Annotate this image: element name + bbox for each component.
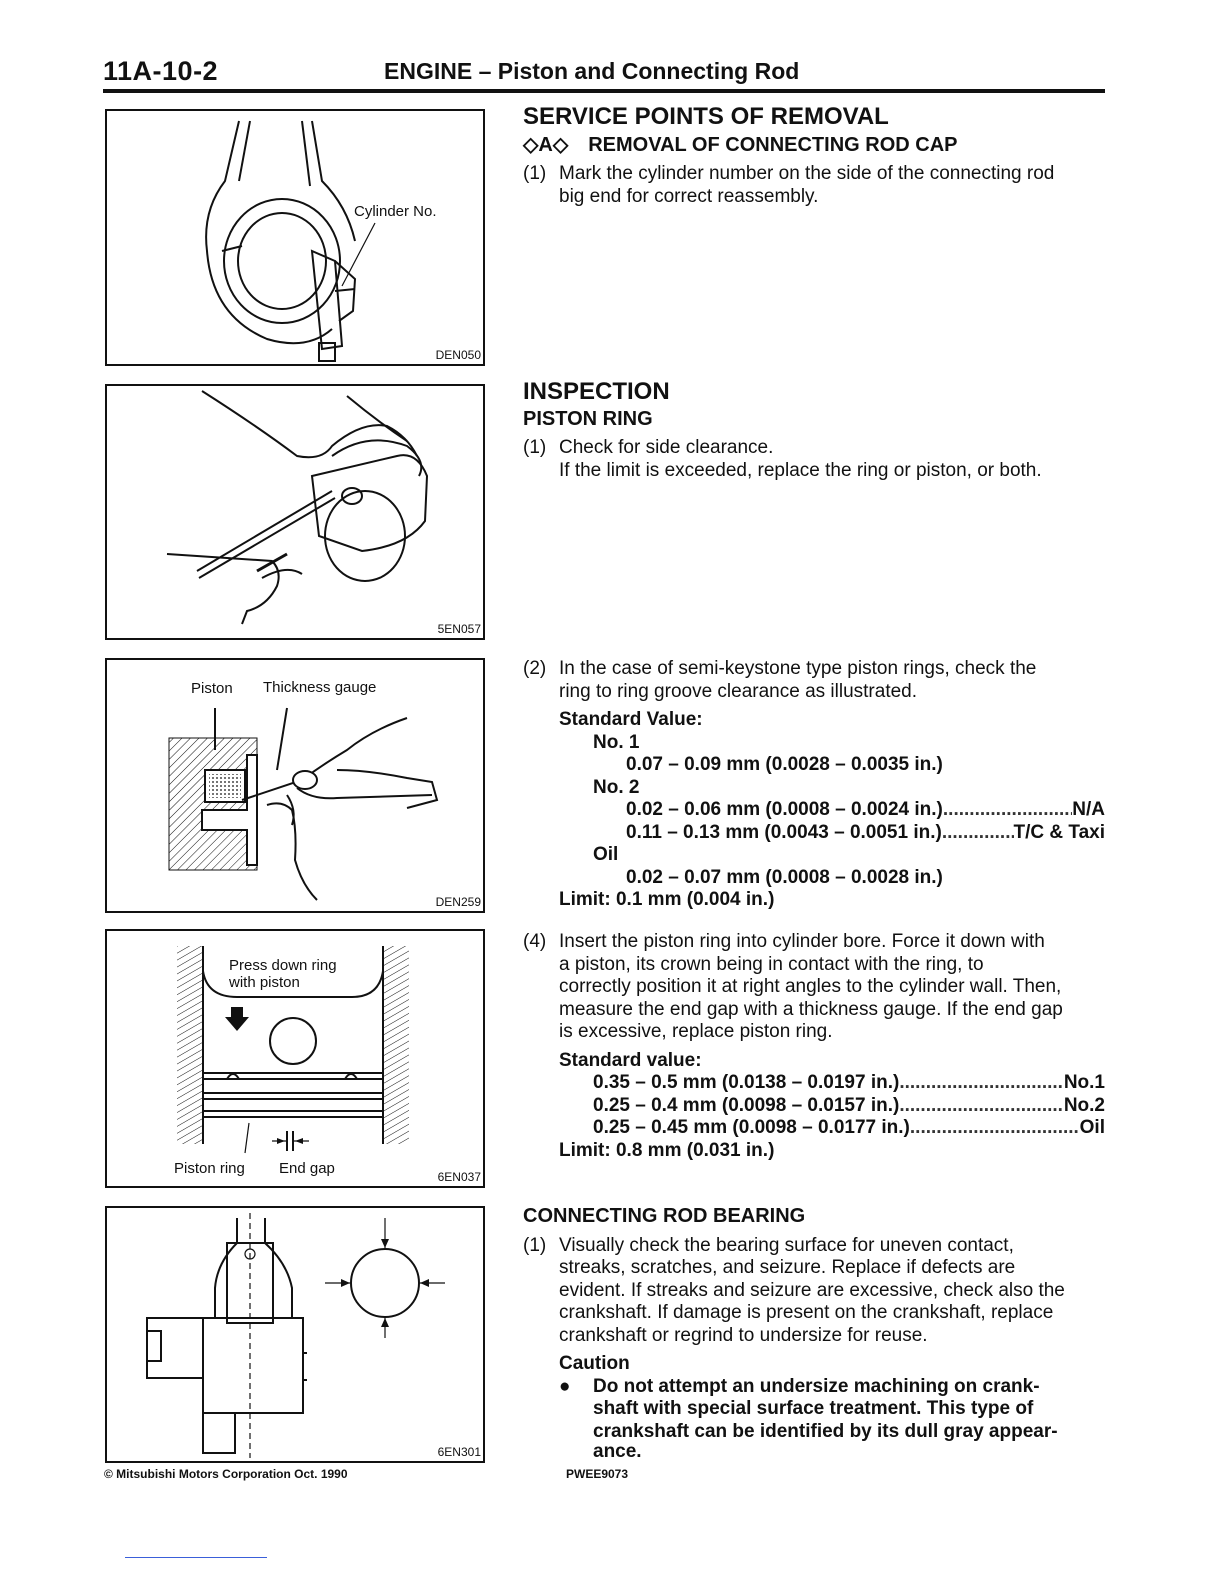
section-removal — [523, 103, 1105, 208]
caution-text: ance. — [593, 1441, 642, 1462]
label-piston-ring: Piston ring — [174, 1160, 245, 1177]
spec-tag: No.2 — [1063, 1094, 1105, 1116]
figure-code: 6EN301 — [437, 1445, 481, 1459]
figure-code: 6EN037 — [437, 1170, 481, 1184]
step-text: Insert the piston ring into cylinder bore. Force it down with — [559, 931, 1045, 952]
caution-text: Do not attempt an undersize machining on crank- — [593, 1375, 1040, 1397]
step-text: ring to ring groove clearance as illustrated. — [559, 680, 918, 702]
heading-inspection: INSPECTION — [523, 378, 670, 405]
bearing-step-1 — [523, 1235, 1105, 1348]
step-text: evident. If streaks and seizure are excessive, check also the — [559, 1279, 1065, 1301]
footer-divider — [125, 1557, 267, 1558]
limit-value: Limit: 0.8 mm (0.031 in.) — [559, 1139, 775, 1161]
step-text: measure the end gap with a thickness gauge. If the end gap — [559, 998, 1063, 1020]
inspection-step-4 — [523, 931, 1105, 1044]
spec-no2-row-a — [523, 799, 1105, 822]
step-number: (1) — [523, 1234, 547, 1256]
footer-copyright: © Mitsubishi Motors Corporation Oct. 1990 — [104, 1467, 348, 1481]
step-text: is excessive, replace piston ring. — [559, 1021, 833, 1042]
heading-service-points-removal: SERVICE POINTS OF REMOVAL — [523, 103, 889, 130]
caution-text: crankshaft can be identified by its dull gray appear- — [593, 1420, 1058, 1442]
subheading-connecting-rod-bearing: CONNECTING ROD BEARING — [523, 1205, 806, 1227]
step-text: Check for side clearance. — [559, 437, 774, 458]
spec-tag: No.1 — [1063, 1072, 1105, 1093]
subheading-removal-rod-cap — [523, 134, 1105, 157]
step-text: correctly position it at right angles to the cylinder wall. Then, — [559, 976, 1062, 997]
label-end-gap: End gap — [279, 1160, 335, 1177]
spec-oil-label: Oil — [593, 844, 619, 865]
inspection-step-2 — [523, 658, 1105, 703]
spec-tag: T/C & Taxi — [1013, 821, 1105, 843]
caution-text: shaft with special surface treatment. This type of — [593, 1398, 1034, 1419]
spec-value: 0.35 – 0.5 mm (0.0138 – 0.0197 in.) — [593, 1072, 900, 1093]
section-inspection — [523, 378, 1105, 482]
caution-bullet-item — [523, 1376, 1105, 1462]
figure-code: 5EN057 — [437, 622, 481, 636]
spec-no1-label: No. 1 — [593, 731, 640, 753]
limit-value: Limit: 0.1 mm (0.004 in.) — [559, 889, 775, 910]
page-number: 11A-10-2 — [103, 56, 219, 86]
section-ring-groove — [523, 658, 1105, 912]
figure-end-gap — [105, 929, 485, 1188]
marker-a-icon: ◇A◇ — [523, 133, 569, 156]
section-bearing — [523, 1205, 1105, 1461]
leader-dots — [942, 822, 1014, 845]
label-with-piston: with piston — [229, 974, 300, 991]
spec-value: 0.11 – 0.13 mm (0.0043 – 0.0051 in.) — [626, 821, 942, 843]
spec-value: 0.25 – 0.45 mm (0.0098 – 0.0177 in.) — [593, 1117, 910, 1138]
ring-groove-illustration — [107, 660, 483, 911]
spec-no1-value: 0.07 – 0.09 mm (0.0028 – 0.0035 in.) — [626, 754, 943, 775]
subheading-text: REMOVAL OF CONNECTING ROD CAP — [588, 133, 958, 156]
bearing-illustration — [107, 1208, 483, 1461]
subheading-piston-ring: PISTON RING — [523, 407, 653, 430]
label-press-down-ring: Press down ring — [229, 957, 337, 974]
step-number: (1) — [523, 163, 547, 184]
figure-connecting-rod-bearing — [105, 1206, 485, 1463]
step-text: crankshaft. If damage is present on the crankshaft, replace — [559, 1302, 1054, 1323]
spec-value: 0.25 – 0.4 mm (0.0098 – 0.0157 in.) — [593, 1094, 900, 1116]
step-text: In the case of semi-keystone type piston rings, check the — [559, 658, 1037, 679]
step-text: a piston, its crown being in contact with the ring, to — [559, 953, 984, 975]
figure-code: DEN259 — [435, 895, 481, 909]
leader-dots — [943, 799, 1072, 822]
page-title: ENGINE – Piston and Connecting Rod — [384, 58, 800, 84]
step-text: crankshaft or regrind to undersize for reuse. — [559, 1324, 928, 1346]
caution-label: Caution — [559, 1353, 630, 1374]
step-text: big end for correct reassembly. — [559, 185, 819, 207]
leader-dots — [910, 1117, 1080, 1140]
inspection-step-1 — [523, 437, 1105, 482]
figure-connecting-rod-cylinder-no — [105, 109, 485, 366]
spec-oil-value: 0.02 – 0.07 mm (0.0008 – 0.0028 in.) — [626, 866, 943, 888]
leader-dots — [899, 1072, 1064, 1095]
gap-row — [523, 1117, 1105, 1140]
label-piston: Piston — [191, 680, 233, 697]
step-number: (4) — [523, 931, 547, 952]
header-rule — [103, 89, 1105, 93]
label-thickness-gauge: Thickness gauge — [263, 679, 377, 696]
spec-tag: N/A — [1072, 799, 1105, 820]
spec-no2-label: No. 2 — [593, 776, 640, 798]
step-text: streaks, scratches, and seizure. Replace if defects are — [559, 1257, 1016, 1278]
section-end-gap — [523, 931, 1105, 1162]
figure-code: DEN050 — [435, 348, 481, 362]
spec-tag: Oil — [1079, 1117, 1105, 1138]
side-clearance-illustration — [107, 386, 483, 638]
removal-step-1 — [523, 163, 1105, 208]
step-text: If the limit is exceeded, replace the ring or piston, or both. — [559, 459, 1042, 481]
step-number: (1) — [523, 437, 547, 458]
standard-value-label: Standard value: — [559, 1049, 702, 1071]
footer-code: PWEE9073 — [566, 1467, 629, 1481]
standard-value-label: Standard Value: — [559, 709, 703, 730]
gap-row — [523, 1072, 1105, 1095]
figure-ring-groove-clearance — [105, 658, 485, 913]
connecting-rod-illustration — [107, 111, 483, 364]
spec-no2-row-b — [523, 822, 1105, 845]
gap-row — [523, 1095, 1105, 1118]
step-text: Visually check the bearing surface for uneven contact, — [559, 1234, 1014, 1256]
step-number: (2) — [523, 658, 547, 679]
figure-side-clearance-check — [105, 384, 485, 640]
bullet-icon: ● — [559, 1375, 571, 1397]
label-cylinder-no: Cylinder No. — [354, 203, 437, 220]
leader-dots — [899, 1095, 1064, 1118]
spec-value: 0.02 – 0.06 mm (0.0008 – 0.0024 in.) — [626, 799, 943, 820]
step-text: Mark the cylinder number on the side of the connecting rod — [559, 163, 1055, 184]
